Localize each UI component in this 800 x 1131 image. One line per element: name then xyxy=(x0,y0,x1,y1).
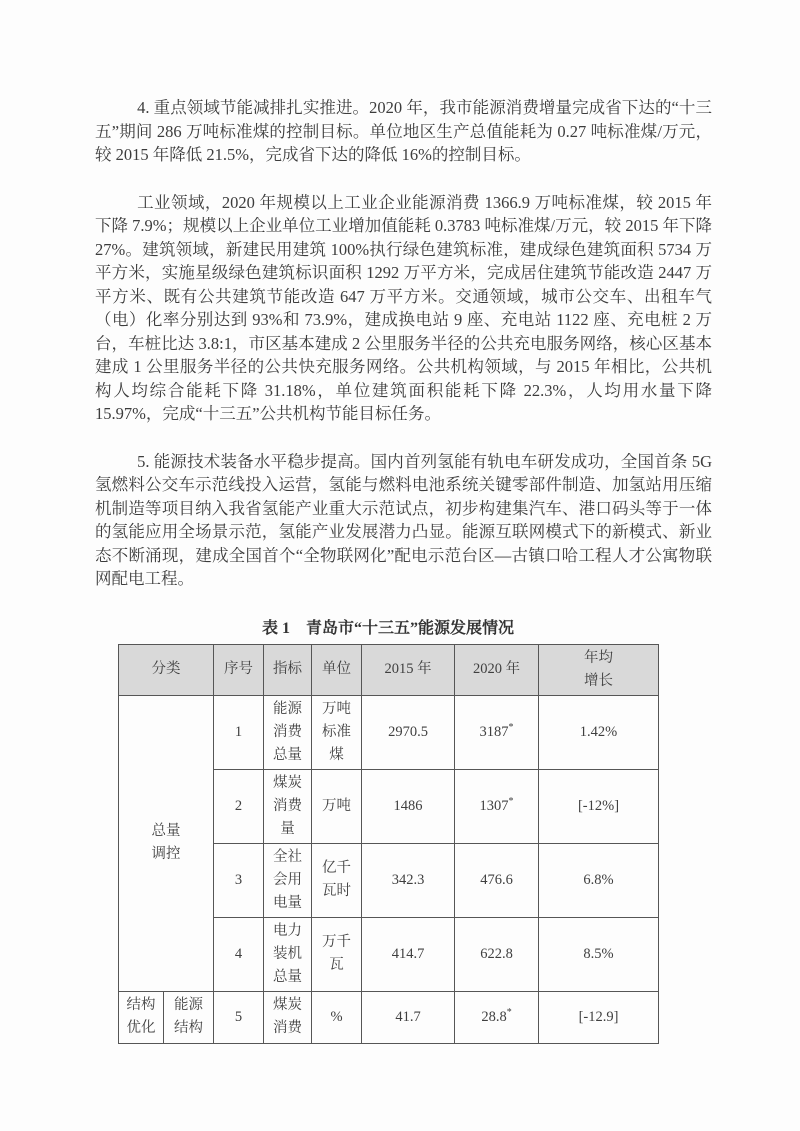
column-header-indicator: 指标 xyxy=(264,644,312,695)
table-cell-unit: 万吨标准煤 xyxy=(312,695,362,769)
table-title: 表 1 青岛市“十三五”能源发展情况 xyxy=(261,619,514,637)
table-cell-2015: 414.7 xyxy=(362,917,455,991)
table-cell-2015: 2970.5 xyxy=(362,695,455,769)
table-cell-indicator: 电力装机总量 xyxy=(264,917,312,991)
table-cell-seq: 1 xyxy=(214,695,264,769)
table-cell-seq: 4 xyxy=(214,917,264,991)
table-cell-unit: 万吨 xyxy=(312,769,362,843)
table-row-energy-consumption xyxy=(119,695,659,769)
table-cell-growth: 8.5% xyxy=(539,917,659,991)
table-cell-growth: [-12%] xyxy=(539,769,659,843)
energy-development-table xyxy=(118,644,659,1044)
table-cell-seq: 5 xyxy=(214,991,264,1043)
table-row-coal-share xyxy=(119,991,659,1043)
column-header-growth-label: 年均增长 xyxy=(583,649,613,689)
table-cell-seq: 2 xyxy=(214,769,264,843)
table-cell-2020: 3187* xyxy=(455,695,539,769)
energy-table-block xyxy=(118,615,658,1044)
table-cell-2020: 622.8 xyxy=(455,917,539,991)
table-cell-indicator: 煤炭消费 xyxy=(264,991,312,1043)
table-cell-indicator: 全社会用电量 xyxy=(264,843,312,917)
column-header-2020: 2020 年 xyxy=(455,644,539,695)
column-header-growth xyxy=(539,644,659,695)
table-cell-indicator: 能源消费总量 xyxy=(264,695,312,769)
column-header-category: 分类 xyxy=(119,644,214,695)
table-cell-growth: [-12.9] xyxy=(539,991,659,1043)
category-cell-energy-structure: 能源结构 xyxy=(164,991,214,1043)
paragraph-key-areas: 4. 重点领域节能减排扎实推进。2020 年，我市能源消费增量完成省下达的“十三五”期间 286 万吨标准煤的控制目标。单位地区生产总值能耗为 0.27 吨标准煤/万元，较 2015 年降低 21.5%，完成省下达的降低 16%的控制目标。 xyxy=(95,98,712,164)
table-cell-seq: 3 xyxy=(214,843,264,917)
table-cell-2015: 342.3 xyxy=(362,843,455,917)
table-cell-2015: 41.7 xyxy=(362,991,455,1043)
footnote-asterisk: * xyxy=(508,795,514,807)
paragraph-energy-technology: 5. 能源技术装备水平稳步提高。国内首列氢能有轨电车研发成功，全国首条 5G 氢燃料公交车示范线投入运营，氢能与燃料电池系统关键零部件制造、加氢站用压缩机制造等项目纳入我省氢能产业重大示范试点，初步构建集汽车、港口码头等于一体的氢能应用全场景示范，氢能产业发展潜力凸显。能源互联网模式下的新模式、新业态不断涌现，建成全国首个“全物联网化”配电示范台区—古镇口哈工程人才公寓物联网配电工程。 xyxy=(95,451,712,588)
table-cell-growth: 1.42% xyxy=(539,695,659,769)
category-cell-structure-optimization: 结构优化 xyxy=(119,991,164,1043)
footnote-asterisk: * xyxy=(506,1006,512,1018)
column-header-2015: 2015 年 xyxy=(362,644,455,695)
table-cell-2020: 476.6 xyxy=(455,843,539,917)
table-header-row xyxy=(119,644,659,695)
column-header-unit: 单位 xyxy=(312,644,362,695)
table-cell-unit: 万千瓦 xyxy=(312,917,362,991)
table-cell-unit: 亿千瓦时 xyxy=(312,843,362,917)
column-header-seq: 序号 xyxy=(214,644,264,695)
table-cell-2020: 1307* xyxy=(455,769,539,843)
table-cell-indicator: 煤炭消费量 xyxy=(264,769,312,843)
table-cell-2015: 1486 xyxy=(362,769,455,843)
category-cell-total-control: 总量调控 xyxy=(119,695,214,991)
table-cell-unit: % xyxy=(312,991,362,1043)
paragraph-industry-sectors: 工业领域，2020 年规模以上工业企业能源消费 1366.9 万吨标准煤，较 2015 年下降 7.9%；规模以上企业单位工业增加值能耗 0.3783 吨标准煤/万元，较 2015 年下降 27%。建筑领域，新建民用建筑 100%执行绿色建筑标准，建成绿色建筑面积 5734 万平方米，实施星级绿色建筑标识面积 1292 万平方米，完成居住建筑节能改造 2447 万平方米、既有公共建筑节能改造 647 万平方米。交通领域，城市公交车、出租车气（电）化率分别达到 93%和 73.9%，建成换电站 9 座、充电站 1122 座、充电桩 2 万台，车桩比达 3.8:1，市区基本建成 2 公里服务半径的公共充电服务网络，核心区基本建成 1 公里服务半径的公共快充服务网络。公共机构领域，与 2015 年相比，公共机构人均综合能耗下降 31.18%，单位建筑面积能耗下降 22.3%，人均用水量下降 15.97%，完成“十三五”公共机构节能目标任务。 xyxy=(95,192,712,423)
footnote-asterisk: * xyxy=(508,721,514,733)
table-cell-growth: 6.8% xyxy=(539,843,659,917)
table-cell-2020: 28.8* xyxy=(455,991,539,1043)
